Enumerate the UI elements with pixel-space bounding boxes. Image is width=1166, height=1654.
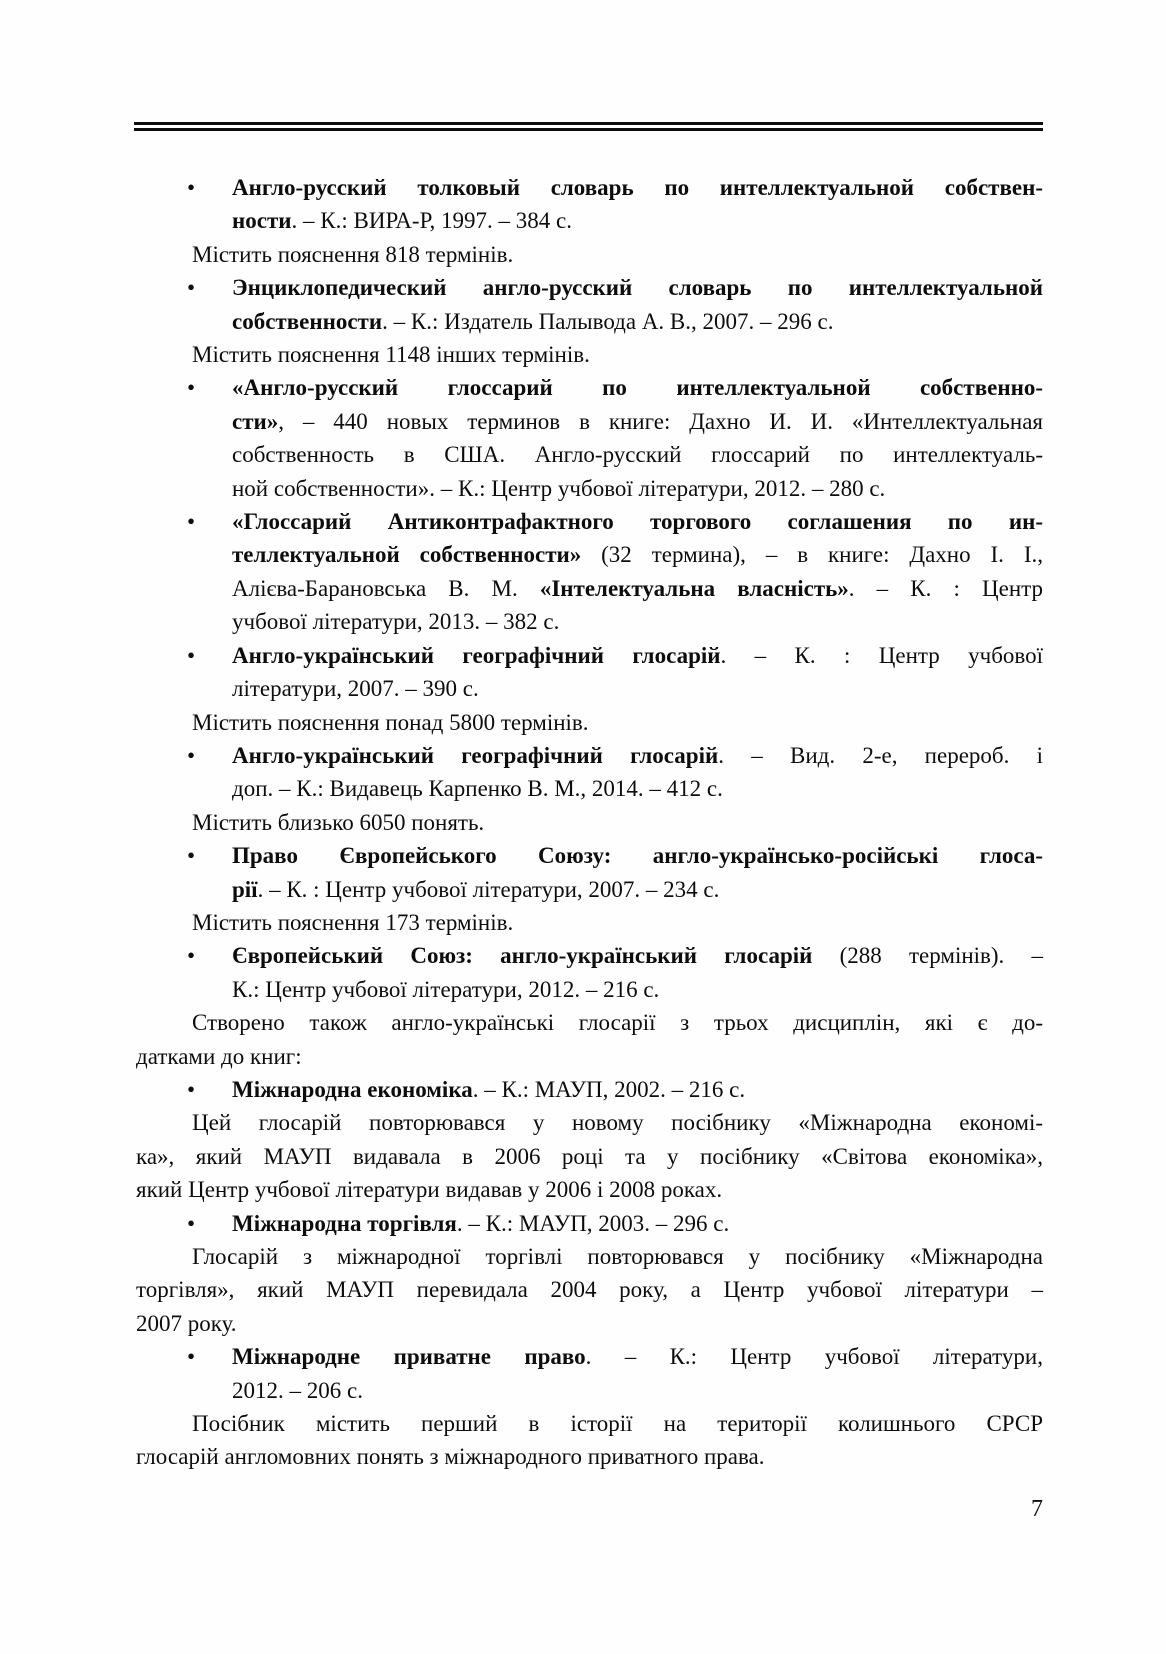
body-text: який Центр учбової літератури видавав у 2006 і 2008 роках. <box>136 1177 723 1203</box>
page-number: 7 <box>1031 1496 1043 1522</box>
body-text: 2007 року. <box>136 1310 237 1336</box>
bullet-icon: • <box>187 375 196 401</box>
text-line <box>232 438 1043 471</box>
body-text: Містить пояснення понад 5800 термінів. <box>192 709 589 735</box>
text-line <box>232 1073 1043 1106</box>
body-text: 2012. – 206 с. <box>232 1377 363 1403</box>
body-text: Створено також англо-українські глосарії з трьох дисциплін, які є до- <box>192 1010 1043 1036</box>
bullet-icon: • <box>187 175 196 200</box>
paragraph <box>136 706 1043 739</box>
title-text: Англо-русский толковый словарь по интеллектуальной собствен- <box>232 175 1043 200</box>
body-text: торгівля», який МАУП перевидала 2004 року, а Центр учбової літератури – <box>136 1277 1043 1303</box>
paragraph <box>136 1407 1043 1474</box>
bullet-icon: • <box>187 1210 196 1236</box>
body-text: ка», який МАУП видавала в 2006 році та у посібнику «Світова економіка», <box>136 1143 1043 1169</box>
text-line <box>136 1407 1043 1440</box>
title-text: Англо-український географічний глосарій <box>232 642 721 668</box>
header-double-rule <box>134 122 1043 131</box>
title-text: Міжнародне приватне право <box>232 1344 586 1370</box>
text-line <box>232 538 1043 571</box>
title-text: Право Європейського Союзу: англо-українсько-російські глоса- <box>232 843 1043 869</box>
text-line <box>136 338 1043 371</box>
text-line <box>232 572 1043 605</box>
text-line <box>232 1207 1043 1240</box>
paragraph <box>136 1106 1043 1206</box>
text-line <box>232 1340 1043 1373</box>
list-item <box>136 739 1043 806</box>
body-text: Містить пояснення 818 термінів. <box>192 241 514 267</box>
text-line <box>136 806 1043 839</box>
text-line <box>232 204 1043 237</box>
title-text: «Англо-русский глоссарий по интеллектуальной собственно- <box>232 375 1043 401</box>
paragraph <box>136 1006 1043 1073</box>
body-text: , – 440 новых терминов в книге: Дахно И. И. «Интеллектуальная <box>278 408 1043 434</box>
bullet-icon: • <box>187 642 196 668</box>
bullet-icon: • <box>187 843 196 869</box>
bullet-icon: • <box>187 943 196 969</box>
body-text: К.: Центр учбової літератури, 2012. – 216 с. <box>232 976 660 1002</box>
title-text: Міжнародна торгівля <box>232 1210 457 1236</box>
body-text: . – К.: МАУП, 2003. – 296 с. <box>456 1210 730 1236</box>
text-line <box>136 1106 1043 1139</box>
text-line <box>136 1273 1043 1306</box>
body-text: датками до книг: <box>136 1043 302 1069</box>
text-line <box>136 706 1043 739</box>
text-line <box>232 973 1043 1006</box>
text-line <box>136 238 1043 271</box>
bullet-icon: • <box>187 1076 196 1102</box>
text-line <box>232 505 1043 538</box>
text-line <box>136 1440 1043 1473</box>
title-text: Англо-український географічний глосарій <box>232 742 719 768</box>
list-item <box>136 939 1043 1006</box>
body-text: Глосарій з міжнародної торгівлі повторювався у посібнику «Міжнародна <box>192 1244 1043 1269</box>
text-line <box>136 906 1043 939</box>
text-line <box>136 1140 1043 1173</box>
list-item <box>136 371 1043 505</box>
body-text: доп. – К.: Видавець Карпенко В. М., 2014. – 412 с. <box>232 776 723 802</box>
body-text: Містить пояснення 1148 інших термінів. <box>192 342 590 368</box>
text-line <box>232 672 1043 705</box>
body-text: літератури, 2007. – 390 с. <box>232 676 479 702</box>
bullet-icon: • <box>187 742 196 768</box>
text-line <box>232 271 1043 304</box>
text-line <box>232 739 1043 772</box>
title-text: «Глоссарий Антиконтрафактного торгового соглашения по ин- <box>232 509 1043 535</box>
text-line <box>232 171 1043 204</box>
text-line <box>232 639 1043 672</box>
title-text: Міжнародна економіка <box>232 1076 473 1102</box>
body-text: ной собственности». – К.: Центр учбової літератури, 2012. – 280 с. <box>232 475 886 501</box>
text-line <box>232 371 1043 404</box>
paragraph <box>136 806 1043 839</box>
paragraph <box>136 338 1043 371</box>
text-line <box>136 1040 1043 1073</box>
bullet-icon: • <box>187 1344 196 1370</box>
body-text: . – К. : Центр учбової літератури, 2007. – 234 с. <box>257 876 720 902</box>
title-text: Энциклопедический англо-русский словарь по интеллектуальной <box>232 275 1043 301</box>
body-text: глосарій англомовних понять з міжнародного приватного права. <box>136 1444 765 1470</box>
title-text: рії <box>232 876 258 902</box>
text-line <box>232 472 1043 505</box>
body-text: (32 термина), – в книге: Дахно І. І., <box>581 542 1043 568</box>
text-line <box>232 873 1043 906</box>
text-line <box>232 605 1043 638</box>
list-item <box>136 1207 1043 1240</box>
body-text: . – К.: МАУП, 2002. – 216 с. <box>472 1076 746 1102</box>
body-text: . – Вид. 2-е, перероб. і <box>718 742 1043 768</box>
text-line <box>136 1173 1043 1206</box>
paragraph <box>136 906 1043 939</box>
bullet-icon: • <box>187 275 196 301</box>
body-text: . – К. : Центр учбової <box>720 642 1043 668</box>
title-text: теллектуальной собственности» <box>232 542 582 568</box>
body-text: (288 термінів). – <box>812 943 1044 969</box>
document-body <box>136 171 1043 1474</box>
body-text: Містить близько 6050 понять. <box>192 809 485 835</box>
text-line <box>232 939 1043 972</box>
text-line <box>136 1240 1043 1273</box>
text-line <box>136 1307 1043 1340</box>
title-text: Європейський Союз: англо-український глосарій <box>232 943 813 969</box>
title-text: собственности <box>232 308 383 334</box>
text-line <box>232 305 1043 338</box>
list-item <box>136 505 1043 639</box>
list-item <box>136 839 1043 906</box>
body-text: . – К.: Издатель Палывода А. В., 2007. – 296 с. <box>382 308 834 334</box>
body-text: . – К.: ВИРА-Р, 1997. – 384 с. <box>291 208 572 234</box>
body-text: учбової літератури, 2013. – 382 с. <box>232 609 560 635</box>
list-item <box>136 1340 1043 1407</box>
text-line <box>136 1006 1043 1039</box>
list-item <box>136 271 1043 338</box>
title-text: «Інтелектуальна власність» <box>539 575 849 601</box>
body-text: Алієва-Барановська В. М. <box>232 575 540 601</box>
text-line <box>232 839 1043 872</box>
body-text: собственность в США. Англо-русский глоссарий по интеллектуаль- <box>232 442 1043 468</box>
list-item <box>136 171 1043 238</box>
body-text: . – К.: Центр учбової літератури, <box>585 1344 1043 1370</box>
bullet-icon: • <box>187 509 196 535</box>
paragraph <box>136 1240 1043 1340</box>
list-item <box>136 639 1043 706</box>
title-text: ности <box>232 208 292 234</box>
text-line <box>232 772 1043 805</box>
body-text: Містить пояснення 173 термінів. <box>192 909 514 935</box>
text-line <box>232 405 1043 438</box>
body-text: Цей глосарій повторювався у новому посібнику «Міжнародна економі- <box>192 1110 1043 1136</box>
paragraph <box>136 238 1043 271</box>
text-line <box>232 1374 1043 1407</box>
list-item <box>136 1073 1043 1106</box>
body-text: Посібник містить перший в історії на території колишнього СРСР <box>192 1411 1043 1437</box>
title-text: сти» <box>232 408 279 434</box>
body-text: . – К. : Центр <box>848 575 1043 601</box>
